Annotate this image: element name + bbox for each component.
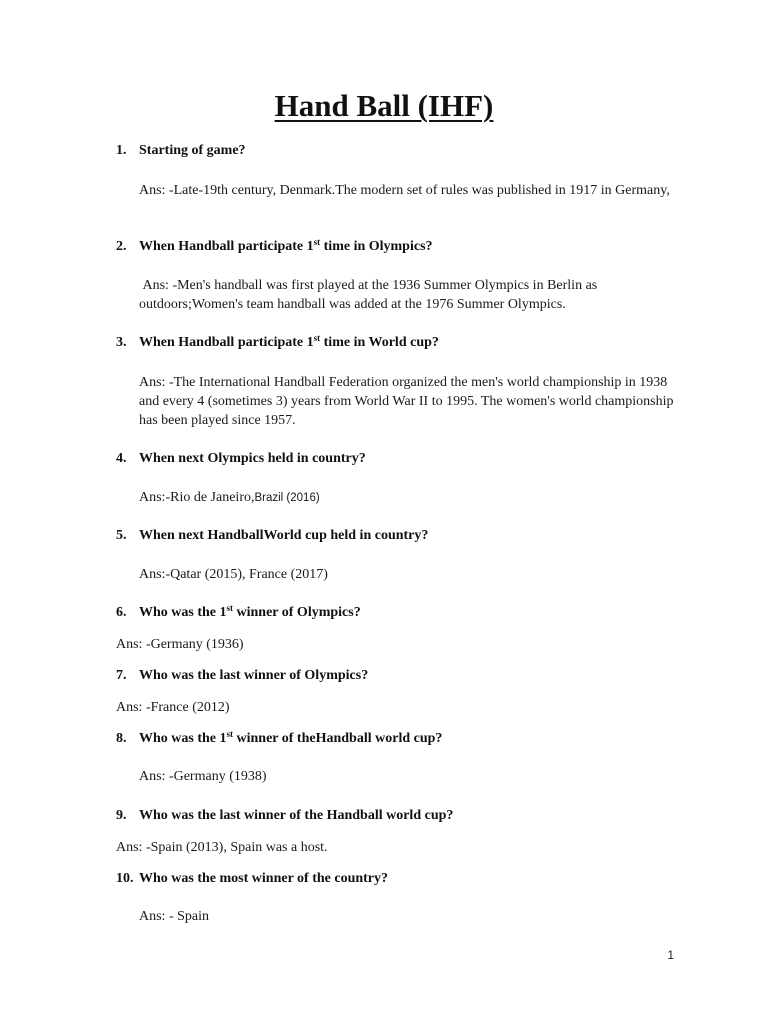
answer-8: Ans: -Germany (1938) (139, 769, 267, 784)
superscript: st (226, 603, 234, 613)
question-number: 9. (116, 808, 127, 823)
superscript: st (313, 333, 321, 343)
page-title: Hand Ball (IHF) (274, 88, 494, 123)
question-text: Starting of game? (139, 143, 246, 158)
superscript: st (226, 729, 234, 739)
answer-4 (139, 488, 684, 508)
question-number: 8. (116, 731, 127, 746)
question-number: 6. (116, 605, 127, 620)
answer-10: Ans: - Spain (139, 909, 209, 924)
page-number: 1 (667, 948, 674, 962)
answer-9: Ans: -Spain (2013), Spain was a host. (116, 840, 328, 855)
question-text: When Handball participate 1st time in World cup? (139, 333, 439, 350)
question-text: Who was the 1st winner of theHandball world cup? (139, 729, 443, 746)
answer-text: Ans:-Rio de Janeiro, (139, 490, 255, 505)
question-text: Who was the most winner of the country? (139, 871, 389, 886)
question-number: 4. (116, 451, 127, 466)
question-number: 5. (116, 528, 127, 543)
question-text: Who was the last winner of Olympics? (139, 668, 369, 683)
answer-5: Ans:-Qatar (2015), France (2017) (139, 567, 328, 582)
answer-2: Ans: -Men's handball was first played at the 1936 Summer Olympics in Berlin as outdoors;Women's team handball was added at the 1976 Summer Olympics. (139, 278, 601, 312)
question-number: 10. (116, 871, 134, 886)
answer-3: Ans: -The International Handball Federation organized the men's world championship in 1938 and every 4 (sometimes 3) years from World War II to 1995. The women's world championship has been played since 1957. (139, 375, 674, 428)
question-text: When next HandballWorld cup held in country? (139, 528, 429, 543)
question-text: Who was the last winner of the Handball world cup? (139, 808, 454, 823)
question-number: 3. (116, 335, 127, 350)
question-text: When next Olympics held in country? (139, 451, 366, 466)
question-number: 7. (116, 668, 127, 683)
question-number: 1. (116, 143, 127, 158)
answer-7: Ans: -France (2012) (116, 700, 230, 715)
superscript: st (313, 237, 321, 247)
question-number: 2. (116, 239, 127, 254)
question-text: Who was the 1st winner of Olympics? (139, 603, 361, 620)
answer-suffix: Brazil (2016) (254, 492, 320, 504)
question-text: When Handball participate 1st time in Olympics? (139, 237, 433, 254)
answer-6: Ans: -Germany (1936) (116, 637, 244, 652)
answer-1: Ans: -Late-19th century, Denmark.The modern set of rules was published in 1917 in Germany, (139, 183, 670, 198)
